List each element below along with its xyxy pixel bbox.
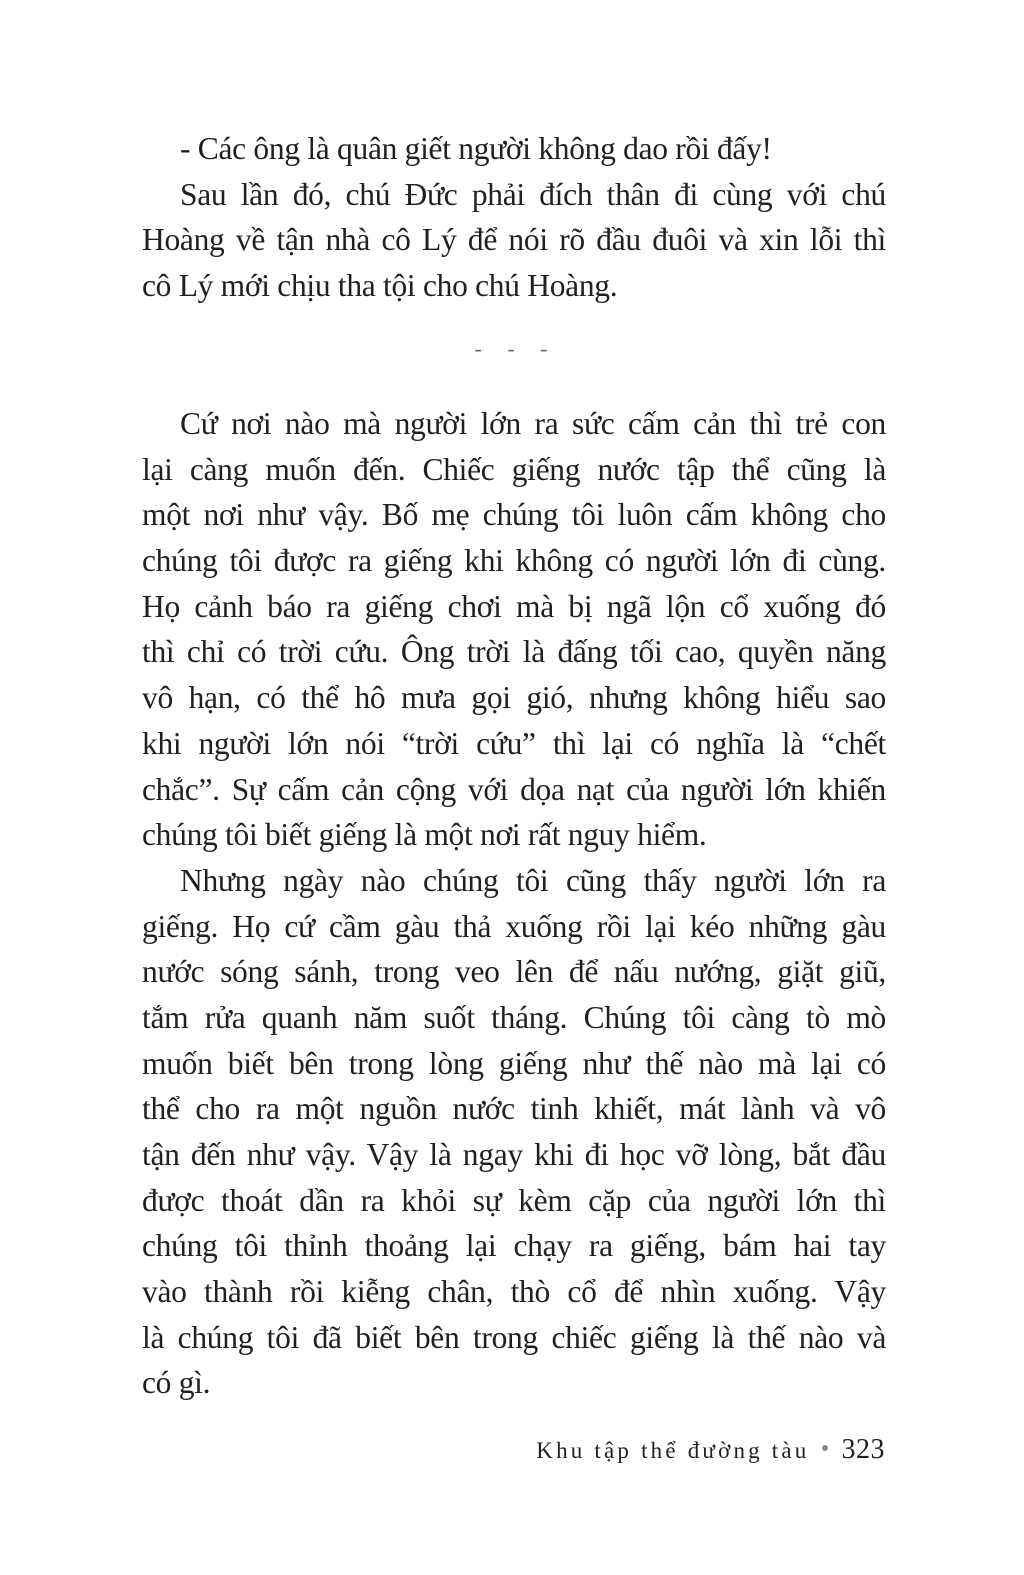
paragraph-line: chúng tôi biết giếng là một nơi rất nguy hiểm. bbox=[142, 817, 707, 853]
paragraph-line: Họ cảnh báo ra giếng chơi mà bị ngã lộn cổ xuống đó bbox=[142, 588, 886, 624]
paragraph-line: Nhưng ngày nào chúng tôi cũng thấy người lớn ra bbox=[180, 862, 886, 898]
paragraph-line: khi người lớn nói “trời cứu” thì lại có nghĩa là “chết bbox=[142, 725, 886, 761]
paragraph-line: nước sóng sánh, trong veo lên để nấu nướng, giặt giũ, bbox=[142, 954, 886, 990]
paragraph-line: chúng tôi được ra giếng khi không có người lớn đi cùng. bbox=[142, 543, 886, 579]
paragraph-line: một nơi như vậy. Bố mẹ chúng tôi luôn cấm không cho bbox=[142, 497, 886, 533]
paragraph-line: Cứ nơi nào mà người lớn ra sức cấm cản thì trẻ con bbox=[180, 406, 886, 441]
section-separator: - - - bbox=[474, 336, 558, 361]
paragraph-line: có gì. bbox=[142, 1365, 211, 1401]
dialogue-line: - Các ông là quân giết người không dao rồi đấy! bbox=[180, 131, 772, 166]
text-section-2 bbox=[142, 401, 886, 1406]
paragraph-line: tắm rửa quanh năm suốt tháng. Chúng tôi càng tò mò bbox=[142, 999, 886, 1035]
paragraph-line: vô hạn, có thể hô mưa gọi gió, nhưng không hiểu sao bbox=[142, 680, 886, 716]
paragraph-line: Sau lần đó, chú Đức phải đích thân đi cùng với chú bbox=[180, 176, 886, 212]
text-section-1 bbox=[142, 126, 886, 309]
paragraph-line: Hoàng về tận nhà cô Lý để nói rõ đầu đuôi và xin lỗi thì bbox=[142, 222, 886, 258]
paragraph-line: vào thành rồi kiễng chân, thò cổ để nhìn xuống. Vậy bbox=[142, 1274, 886, 1310]
page-footer bbox=[536, 1434, 885, 1466]
paragraph-line: chắc”. Sự cấm cản cộng với dọa nạt của người lớn khiến bbox=[142, 771, 886, 807]
paragraph-line: chúng tôi thỉnh thoảng lại chạy ra giếng, bám hai tay bbox=[142, 1228, 886, 1264]
paragraph-line: lại càng muốn đến. Chiếc giếng nước tập thể cũng là bbox=[142, 451, 886, 487]
page-number: 323 bbox=[841, 1434, 885, 1465]
paragraph-line: thể cho ra một nguồn nước tinh khiết, mát lành và vô bbox=[142, 1091, 886, 1127]
bullet-separator-icon bbox=[822, 1445, 828, 1451]
paragraph-line: muốn biết bên trong lòng giếng như thế nào mà lại có bbox=[142, 1045, 886, 1081]
paragraph-line: tận đến như vậy. Vậy là ngay khi đi học vỡ lòng, bắt đầu bbox=[142, 1137, 886, 1172]
paragraph-line: cô Lý mới chịu tha tội cho chú Hoàng. bbox=[142, 268, 618, 304]
paragraph-line: là chúng tôi đã biết bên trong chiếc giếng là thế nào và bbox=[142, 1319, 886, 1355]
running-title: Khu tập thể đường tàu bbox=[536, 1438, 810, 1463]
paragraph-line: giếng. Họ cứ cầm gàu thả xuống rồi lại kéo những gàu bbox=[142, 908, 886, 944]
paragraph-line: được thoát dần ra khỏi sự kèm cặp của người lớn thì bbox=[142, 1182, 886, 1218]
paragraph-line: thì chỉ có trời cứu. Ông trời là đấng tối cao, quyền năng bbox=[142, 634, 886, 670]
